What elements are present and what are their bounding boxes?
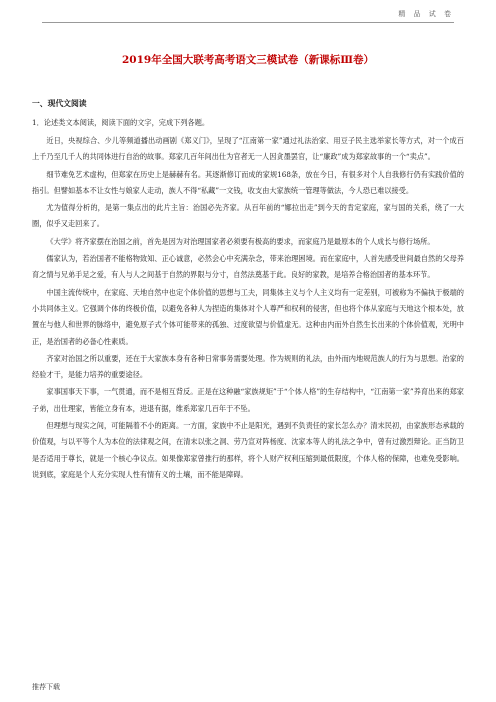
paragraph: 但理想与现实之间，可能隔着不小的距离。一方面，家族中不止是阳光，遇到不负责任的家长怎么办？清末民初，由家族形态承载的价值观，与以平等个人为本位的法律观之间，在清末以张之洞、劳乃宣对阵杨度、沈家本等人的礼法之争中，曾有过激烈辩论。正当防卫是否适用于尊长，就是一个核心争议点。如果像郑家曾推行的那样，将个人财产权利压缩到最低限度，个体人格的保障，也难免受影响。说到底，家庭是个人充分实现人性有情有义的土壤，而不能是障碍。: [32, 421, 464, 479]
paragraph: 近日，央视综合、少儿等频道播出动画剧《郑义门》，呈现了“江南第一家”通过礼法治家、用豆子民主选举家长等方式，对一个成百上千乃至几千人的共同体进行自治的故事。郑家几百年间出仕为官者无一人因贪墨罢官，让“廉政”成为郑家故事的一个“卖点”。: [32, 136, 464, 162]
paragraph: 《大学》将齐家摆在治国之前，首先是因为对治理国家者必须要有极高的要求，而家庭乃是最原本的个人成长与修行场所。: [46, 236, 435, 246]
paragraph: 家事国事天下事，一气贯通，而不是相互背反。正是在这种融“家族规矩”于“个体人格”的生存结构中，“江南第一家”养育出来的郑家子弟，出仕理家，皆能立身有本，进退有据，维系郑家几百年于不坠。: [32, 387, 464, 413]
page-title: 2019年全国大联考高考语文三模试卷（新课标Ⅲ卷）: [121, 54, 374, 66]
question-prompt: 1．论述类文本阅读，阅读下面的文字，完成下列各题。: [32, 118, 210, 127]
paragraph: 细节难免艺术虚构，但郑家在历史上是赫赫有名。其逐渐修订而成的家规168条，放在今日，有很多对个人自我修行仍有实践价值的指引。但譬如基本不让女性与娘家人走动，族人不得“私藏”一文钱，收支由大家族统一管理等做法，今人恐已难以接受。: [32, 169, 464, 195]
paragraph: 儒家认为，若治国者不能格物致知、正心诚意，必然会心中充满杂念，带来治理困境。而在家庭中，人首先感受世间最自然的父母养育之情与兄弟手足之爱，有人与人之间基于自然的界限与分寸，自然法奠基于此。良好的家教，是培养合格治国者的基本环节。: [32, 254, 464, 280]
page-header-tag: 精 品 试 卷: [398, 10, 454, 18]
paragraph: 尤为值得分析的，是第一集点出的此片主旨：治国必先齐家。从百年前的“娜拉出走”到今天的肯定家庭，家与国的关系，绕了一大圈，似乎又走回来了。: [32, 203, 464, 229]
document-body: [32, 98, 464, 484]
page-footer: 推荐下载: [32, 683, 60, 691]
header-divider: [42, 22, 454, 23]
paragraph: 齐家对治国之所以重要，还在于大家族本身有各种日常事务需要处理。作为规则的礼法，由外而内地规范族人的行为与思想。治家的经验才干，是能力培养的重要途径。: [32, 353, 464, 380]
section-heading: 一、现代文阅读: [32, 99, 87, 108]
paragraph: 中国主流传统中，在家庭、天地自然中也定个体价值的思想与工夫，同集体主义与个人主义均有一定差别，可被称为不偏执于极端的小共同体主义。它强调个体的终极价值，以避免各种人为捏造的集体对个人尊严和权利的侵害，但也将个体从家庭与天地这个根本处，放置在与他人和世界的脉络中，避免原子式个体可能带来的孤独、过度欲望与价值虚无。这种由内而外自然生长出来的个体价值观，光明中正，是治国者的必备心性素质。: [32, 287, 464, 346]
